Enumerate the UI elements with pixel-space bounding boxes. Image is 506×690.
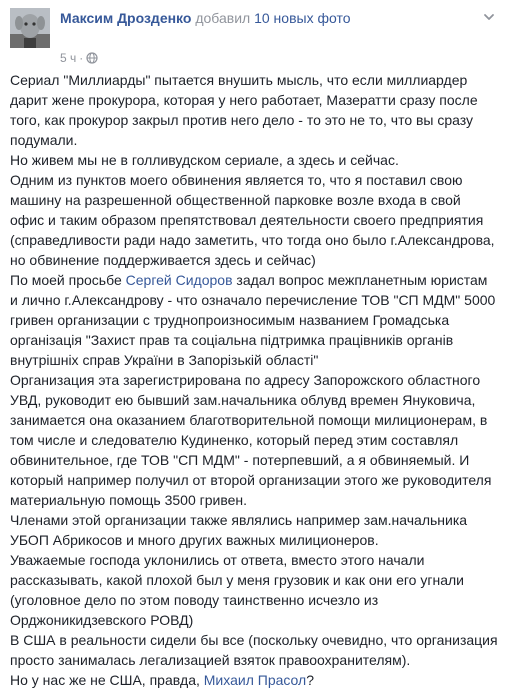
- paragraph-1: Сериал "Миллиарды" пытается внушить мысль, что если миллиардер дарит жене прокурора, которая у него работает, Мазератти сразу после того, как прокурор закрыл против него дело - то это не то, что вы сразу подумали.: [10, 72, 478, 148]
- avatar-image: [10, 8, 50, 48]
- meta-separator: ·: [79, 51, 84, 65]
- chevron-down-icon[interactable]: [482, 10, 496, 24]
- paragraph-8: В США в реальности сидели бы все (поскольку очевидно, что организация просто занималась легализацией взяток правоохранителям).: [10, 632, 498, 668]
- mention-sergey-sidorov[interactable]: Сергей Сидоров: [125, 272, 233, 288]
- paragraph-2: Но живем мы не в голливудском сериале, а здесь и сейчас.: [10, 152, 399, 168]
- post-header: [10, 8, 496, 64]
- paragraph-3: Одним из пунктов моего обвинения является то, что я поставил свою машину на разрешенной общественной парковке возле входа в свой офис и таким образом препятствовал деятельности своего предприятия (справедливости ради надо заметить, что тогда оно было г.Александрова, но обвинение поддерживается здесь и сейчас): [10, 172, 495, 268]
- post-time[interactable]: 5 ч: [60, 51, 77, 65]
- paragraph-5: Организация эта зарегистрирована по адресу Запорожского областного УВД, руководит ею бывший зам.начальника облувд времен Януковича, занимается она оказанием благотворительной помощи милиционерам, в том числе и следователю Кудиненко, который перед этим составлял обвинительное, где ТОВ "СП МДМ" - потерпевший, а я обвиняемый. И который например получил от второй организации этого же руководителя материальную помощь 3500 гривен.: [10, 372, 492, 508]
- paragraph-4-post: задал вопрос межпланетным юристам и лично г.Александрову - что означало перечисление ТОВ "СП МДМ" 5000 гривен организации с труднопроизносимым названием Громадська організація "Захист прав та соціальна підтримка працівників органів внутрішніх справ України в Запорізькій області": [10, 272, 496, 368]
- paragraph-4: [10, 270, 498, 370]
- paragraph-9: [10, 670, 498, 690]
- globe-icon[interactable]: [86, 52, 98, 68]
- paragraph-6: Членами этой организации также являлись например зам.начальника УБОП Абрикосов и много других важных милиционеров.: [10, 512, 468, 548]
- action-text: добавил: [195, 10, 251, 26]
- post-title-line: [60, 9, 351, 27]
- paragraph-4-pre: По моей просьбе: [10, 272, 126, 288]
- author-name[interactable]: Максим Дрозденко: [60, 10, 192, 26]
- post-body: [10, 70, 498, 690]
- paragraph-9-pre: Но у нас же не США, правда,: [10, 672, 204, 688]
- paragraph-9-post: ?: [306, 672, 314, 688]
- post-meta: [60, 50, 98, 68]
- paragraph-7: Уважаемые господа уклонились от ответа, вместо этого начали рассказывать, какой плохой был у меня грузовик и как они его угнали (уголовное дело по этом поводу таинственно исчезло из Орджоникидзевского РОВД): [10, 552, 464, 628]
- mention-mikhail-prasol[interactable]: Михаил Прасол: [203, 672, 307, 688]
- avatar[interactable]: [10, 8, 50, 48]
- photos-link[interactable]: 10 новых фото: [254, 10, 351, 26]
